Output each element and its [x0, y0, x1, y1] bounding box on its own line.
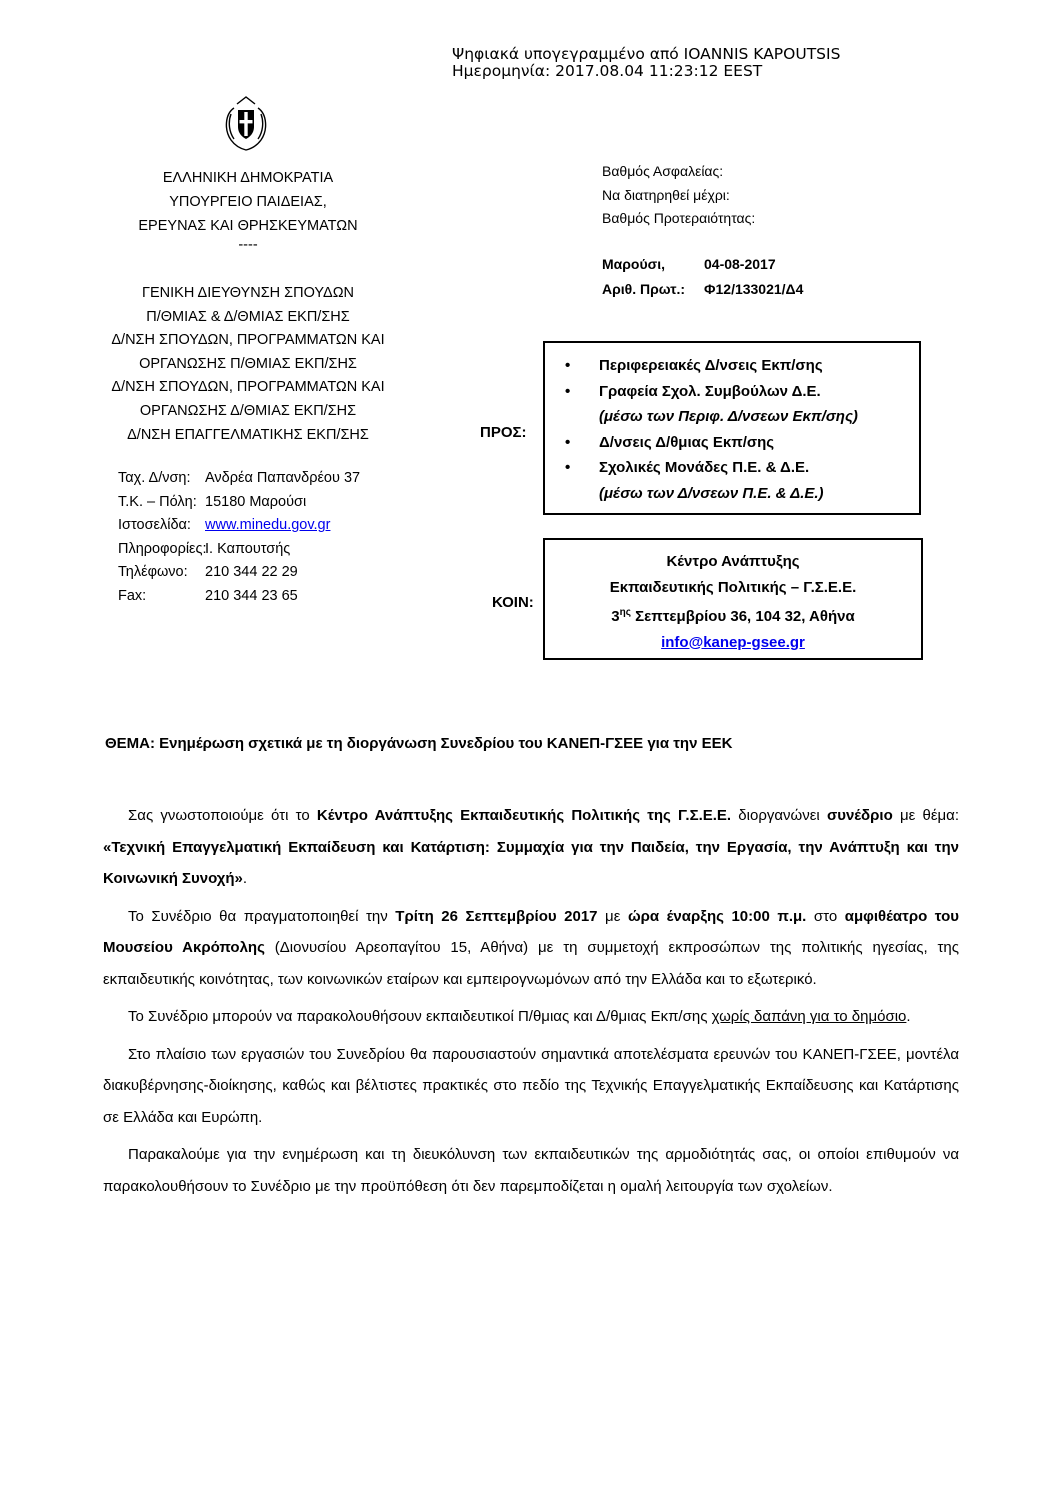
recipient-item — [545, 430, 919, 456]
paragraph-3 — [103, 1001, 959, 1033]
bullet-icon: • — [565, 357, 571, 374]
cc-address — [545, 600, 921, 630]
recipient-text: Γραφεία Σχολ. Συμβούλων Δ.Ε. — [599, 382, 821, 400]
text-run-bold: συνέδριο — [826, 807, 893, 824]
department-line: Δ/ΝΣΗ ΣΠΟΥΔΩΝ, ΠΡΟΓΡΑΜΜΑΤΩΝ ΚΑΙ — [111, 379, 385, 396]
venue: αμφιθέατρο του Μουσείου Ακρόπολης — [103, 907, 959, 956]
text-run: διοργανώνει — [731, 807, 827, 824]
bullet-icon: • — [565, 459, 571, 476]
recipients-box — [543, 341, 921, 515]
recipient-item — [545, 379, 919, 430]
contact-row-address — [118, 467, 360, 491]
cc-line-1: Κέντρο Ανάπτυξης — [666, 553, 800, 570]
text-run: Σας γνωστοποιούμε ότι το — [128, 807, 317, 824]
letter-body — [103, 800, 959, 1208]
contact-label: Τηλέφωνο: — [118, 564, 188, 581]
text-run: Το Συνέδριο μπορούν να παρακολουθήσουν εκπαιδευτικοί Π/θμιας και Δ/θμιας Εκπ/σης — [128, 1008, 712, 1025]
text-run: με — [597, 907, 628, 925]
contact-label: Ιστοσελίδα: — [118, 517, 191, 534]
text-run: . — [906, 1008, 911, 1025]
contact-row-postcode — [118, 491, 360, 515]
protocol-row — [602, 277, 803, 302]
department-line: Δ/ΝΣΗ ΕΠΑΓΓΕΛΜΑΤΙΚΗΣ ΕΚΠ/ΣΗΣ — [127, 426, 369, 443]
text-run: στο — [806, 907, 845, 925]
cc-email-link[interactable]: info@kanep-gsee.gr — [661, 633, 805, 651]
signature-line-1: Ψηφιακά υπογεγραμμένο από IOANNIS KAPOUTSIS — [452, 45, 841, 63]
keep-until: Να διατηρηθεί μέχρι: — [602, 186, 730, 203]
start-time: ώρα έναρξης 10:00 π.μ. — [627, 907, 807, 925]
contact-row-phone — [118, 561, 360, 585]
republic-name: ΕΛΛΗΝΙΚΗ ΔΗΜΟΚΡΑΤΙΑ — [162, 170, 334, 186]
cc-line-2: Εκπαιδευτικής Πολιτικής – Γ.Σ.Ε.Ε. — [609, 578, 857, 596]
website-link[interactable]: www.minedu.gov.gr — [205, 517, 331, 534]
contact-value: 15180 Μαρούσι — [205, 493, 307, 510]
paragraph-5: Παρακαλούμε για την ενημέρωση και τη διευκόλυνση των εκπαιδευτικών της αρμοδιότητάς σας, οι οποίοι επιθυμούν να παρακολουθήσουν το Συνέδριο με την προϋπόθεση ότι δεν παρεμποδίζεται η ομαλή λειτουργία των σχολείων. — [103, 1146, 959, 1195]
document-references — [602, 252, 803, 302]
signature-line-2: Ημερομηνία: 2017.08.04 11:23:12 EEST — [452, 62, 763, 80]
conference-date: Τρίτη 26 Σεπτεμβρίου 2017 — [395, 907, 598, 925]
text-run: Το Συνέδριο θα πραγματοποιηθεί την — [128, 907, 396, 925]
text-run: . — [242, 870, 248, 887]
contact-value: 210 344 23 65 — [205, 587, 298, 604]
ministry-header — [118, 166, 378, 252]
protocol-number: Φ12/133021/Δ4 — [704, 281, 804, 297]
contact-label: Fax: — [118, 587, 147, 604]
place-label: Μαρούσι, — [602, 256, 665, 272]
contact-label: Ταχ. Δ/νση: — [118, 470, 191, 486]
text-run: (Διονυσίου Αρεοπαγίτου 15, Αθήνα) με τη συμμετοχή εκπροσώπων της πολιτικής ηγεσίας, της εκπαιδευτικής κοινότητας, των κοινωνικών εταίρων και εμπειρογνωμόνων από την Ελλάδα και το εξωτερικό. — [103, 939, 959, 988]
recipients-label: ΠΡΟΣ: — [480, 424, 527, 441]
protocol-label: Αριθ. Πρωτ.: — [602, 281, 686, 297]
greek-coat-of-arms-icon — [221, 94, 271, 152]
document-date: 04-08-2017 — [704, 256, 776, 272]
subject-line: ΘΕΜΑ: Ενημέρωση σχετικά με τη διοργάνωση Συνεδρίου του ΚΑΝΕΠ-ΓΣΕΕ για την ΕΕΚ — [105, 735, 733, 752]
contact-value: Ανδρέα Παπανδρέου 37 — [205, 470, 361, 486]
ministry-name-line-2: ΕΡΕΥΝΑΣ ΚΑΙ ΘΡΗΣΚΕΥΜΑΤΩΝ — [138, 218, 358, 234]
cc-address-number: 3 — [611, 608, 620, 625]
recipient-text: Σχολικές Μονάδες Π.Ε. & Δ.Ε. — [599, 459, 810, 476]
priority-level: Βαθμός Προτεραιότητας: — [602, 210, 756, 227]
paragraph-4: Στο πλαίσιο των εργασιών του Συνεδρίου θα παρουσιαστούν σημαντικά αποτελέσματα ερευνών του ΚΑΝΕΠ-ΓΣΕΕ, μοντέλα διακυβέρνησης-διοίκησης, καθώς και βέλτιστες πρακτικές στο πεδίο της Τεχνικής Επαγγελματικής Εκπαίδευσης και Κατάρτισης σε Ελλάδα και Ευρώπη. — [103, 1045, 959, 1126]
recipient-subtext: (μέσω των Δ/νσεων Π.Ε. & Δ.Ε.) — [599, 484, 824, 502]
department-line: ΓΕΝΙΚΗ ΔΙΕΥΘΥΝΣΗ ΣΠΟΥΔΩΝ — [141, 285, 355, 301]
paragraph-2 — [103, 901, 959, 996]
text-run: με θέμα: — [892, 807, 959, 824]
contact-label: Τ.Κ. – Πόλη: — [118, 493, 197, 510]
cc-address-ordinal: ης — [619, 607, 631, 618]
digital-signature — [452, 46, 840, 80]
contact-label: Πληροφορίες: — [118, 540, 207, 557]
conference-title: «Τεχνική Επαγγελματική Εκπαίδευση και Κατάρτιση: Συμμαχία για την Παιδεία, την Εργασία, την Ανάπτυξη και την Κοινωνική Συνοχή» — [103, 838, 959, 887]
department-line: Δ/ΝΣΗ ΣΠΟΥΔΩΝ, ΠΡΟΓΡΑΜΜΑΤΩΝ ΚΑΙ — [111, 332, 385, 349]
cc-box — [543, 538, 923, 660]
contact-row-fax — [118, 585, 360, 609]
department-block — [98, 282, 398, 447]
classification-meta — [602, 160, 755, 231]
cc-address-rest: Σεπτεμβρίου 36, 104 32, Αθήνα — [630, 608, 855, 625]
recipient-item — [545, 455, 919, 506]
recipient-item — [545, 353, 919, 379]
organizer-name: Κέντρο Ανάπτυξης Εκπαιδευτικής Πολιτικής της Γ.Σ.Ε.Ε. — [316, 807, 732, 824]
department-line: Π/ΘΜΙΑΣ & Δ/ΘΜΙΑΣ ΕΚΠ/ΣΗΣ — [146, 308, 350, 325]
department-line: ΟΡΓΑΝΩΣΗΣ Π/ΘΜΙΑΣ ΕΚΠ/ΣΗΣ — [139, 355, 357, 372]
department-line: ΟΡΓΑΝΩΣΗΣ Δ/ΘΜΙΑΣ ΕΚΠ/ΣΗΣ — [139, 402, 357, 419]
header-separator: ---- — [238, 237, 258, 253]
cc-label: ΚΟΙΝ: — [492, 594, 534, 611]
contact-row-website — [118, 514, 360, 538]
recipient-text: Περιφερειακές Δ/νσεις Εκπ/σης — [599, 357, 823, 374]
recipient-text: Δ/νσεις Δ/θμιας Εκπ/σης — [599, 433, 775, 451]
contact-info — [118, 467, 360, 609]
ministry-name-line-1: ΥΠΟΥΡΓΕΙΟ ΠΑΙΔΕΙΑΣ, — [169, 194, 327, 210]
recipient-subtext: (μέσω των Περιφ. Δ/νσεων Εκπ/σης) — [599, 408, 858, 425]
contact-value: Ι. Καπουτσής — [205, 540, 291, 557]
contact-row-info — [118, 538, 360, 562]
paragraph-1 — [103, 800, 959, 895]
contact-value: 210 344 22 29 — [205, 564, 298, 581]
no-cost-note: χωρίς δαπάνη για το δημόσιο — [711, 1008, 907, 1025]
security-level: Βαθμός Ασφαλείας: — [602, 163, 724, 179]
bullet-icon: • — [565, 382, 571, 400]
place-date-row — [602, 252, 803, 277]
bullet-icon: • — [565, 433, 571, 451]
